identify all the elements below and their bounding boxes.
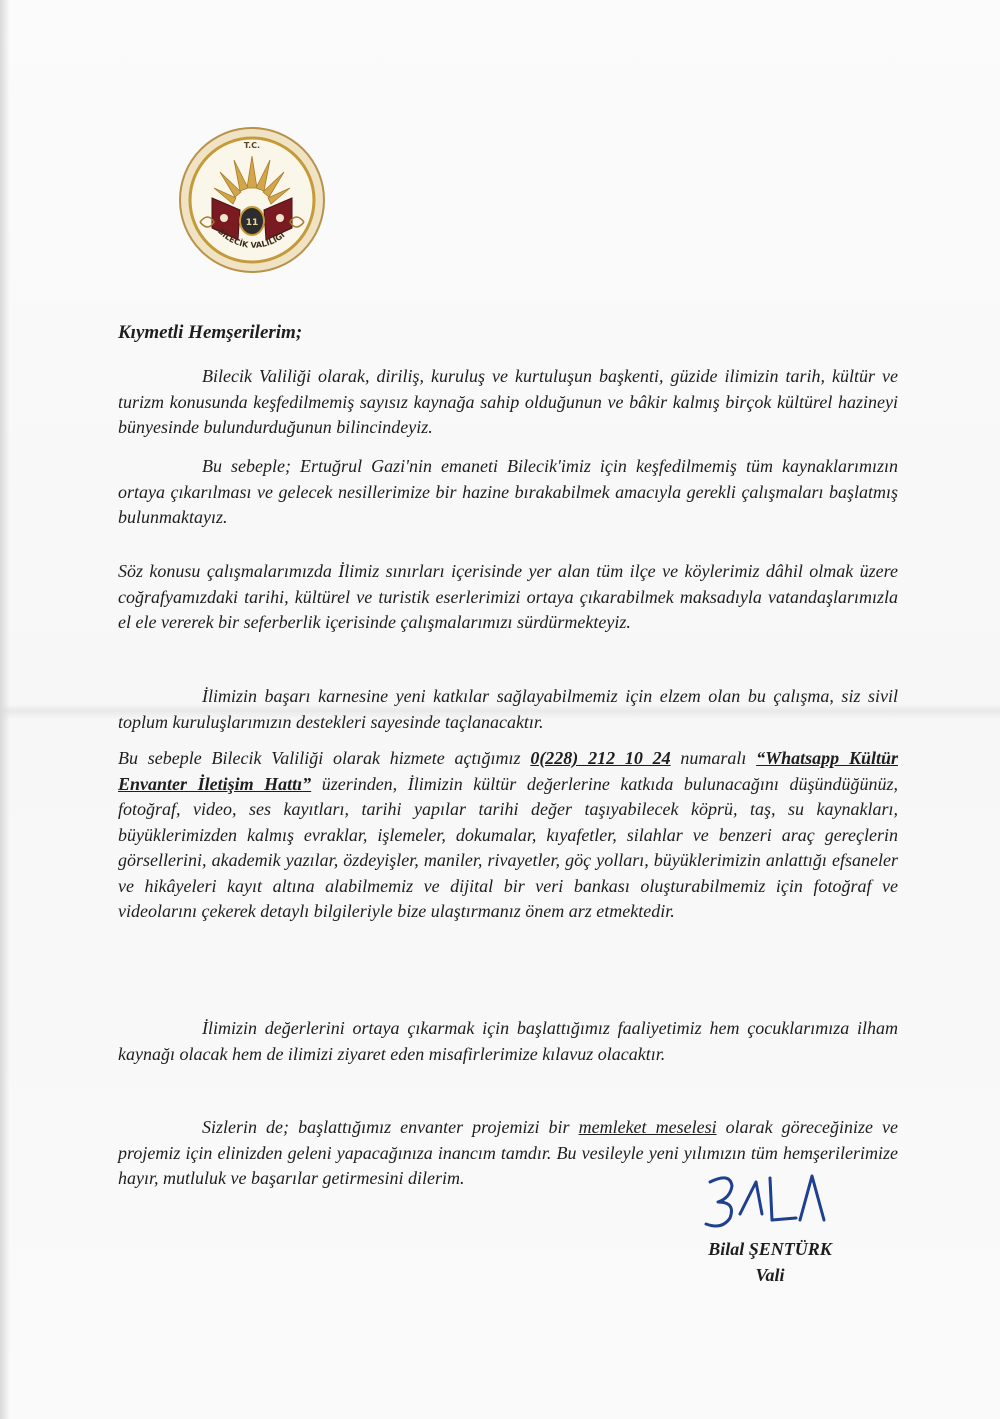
paragraph-2: Bu sebeple; Ertuğrul Gazi'nin emaneti Bilecik'imiz için keşfedilmemiş tüm kaynaklarımızın ortaya çıkarılması ve gelecek nesillerimize bir hazine bırakabilmek amacıyla gerekli çalışmaları başlatmış bulunmaktayız. [118,456,898,527]
memleket-meselesi-phrase: memleket meselesi [578,1117,717,1137]
bilecik-valiligi-seal [178,126,326,274]
signer-block [690,1236,850,1288]
paragraph-5-mid: numaralı [670,748,757,768]
paragraph-3: Söz konusu çalışmalarımızda İlimiz sınırları içerisinde yer alan tüm ilçe ve köylerimiz dâhil olmak üzere coğrafyamızdaki tarihi, kültürel ve turistik eserlerimizi ortaya çıkarabilmek maksadıyla vatandaşlarımızla el ele vererek bir seferberlik içerisinde çalışmalarımızı sürdürmekteyiz. [118,561,898,632]
paragraph-4: İlimizin başarı karnesine yeni katkılar sağlayabilmemiz için elzem olan bu çalışma, siz sivil toplum kuruluşlarımızın destekleri sayesinde taçlanacaktır. [118,686,898,732]
seal-bottom-text: BİLECİK VALİLİĞİ [216,226,287,250]
signer-name: Bilal ŞENTÜRK [708,1239,832,1259]
seal-center-mark: 11 [245,218,259,228]
handwritten-signature [700,1168,830,1238]
hotline-name: “Whatsapp Kültür Envanter İletişim Hattı” [118,748,898,794]
seal-top-text: T.C. [243,141,261,150]
paragraph-1: Bilecik Valiliği olarak, diriliş, kuruluş ve kurtuluşun başkenti, güzide ilimizin tarih, kültür ve turizm konusunda keşfedilmemiş sayısız kaynağa sahip olduğunun ve bâkir kalmış birçok kültürel hazineyi bünyesinde bulundurduğunun bilincindeyiz. [118,366,898,437]
paragraph-7-intro: Sizlerin de; başlattığımız envanter projemizi bir [202,1117,579,1137]
paragraph-5-rest: üzerinden, İlimizin kültür değerlerine katkıda bulunacağını düşündüğünüz, fotoğraf, video, ses kayıtları, tarihi yapılar tarihi değer taşıyabilecek köprü, taş, su kaynakları, büyüklerimizden kalmış evraklar, işlemeler, dokumalar, kıyafetler, silahlar ve benzeri araç gereçlerin görsellerini, akademik yazılar, özdeyişler, maniler, rivayetler, göç yolları, büyüklerimizin anlattığı efsaneler ve hikâyeleri kayıt altına alabilmemiz ve dijital bir veri bankası oluşturabilmemiz için fotoğraf ve videolarını çekerek detaylı bilgileriyle bize ulaştırmanız önem arz etmektedir. [118,773,898,921]
whatsapp-phone-number: 0(228) 212 10 24 [530,748,671,768]
letter-greeting: Kıymetli Hemşerilerim; [118,322,303,343]
paragraph-5-intro: Bu sebeple Bilecik Valiliği olarak hizmete açtığımız [118,748,531,768]
paper-edge-shadow [0,0,10,1419]
signer-title: Vali [755,1265,785,1285]
paragraph-5 [118,746,898,925]
paragraph-7-rest: olarak göreceğinize ve projemiz için elinizden geleni yapacağınıza inancım tamdır. Bu vesileyle yeni yılımızın tüm hemşerilerimize hayır, mutluluk ve başarılar getirmesini dilerim. [118,1117,898,1188]
paragraph-6: İlimizin değerlerini ortaya çıkarmak için başlattığımız faaliyetimiz hem çocuklarımıza ilham kaynağı olacak hem de ilimizi ziyaret eden misafirlerimize kılavuz olacaktır. [118,1018,898,1064]
